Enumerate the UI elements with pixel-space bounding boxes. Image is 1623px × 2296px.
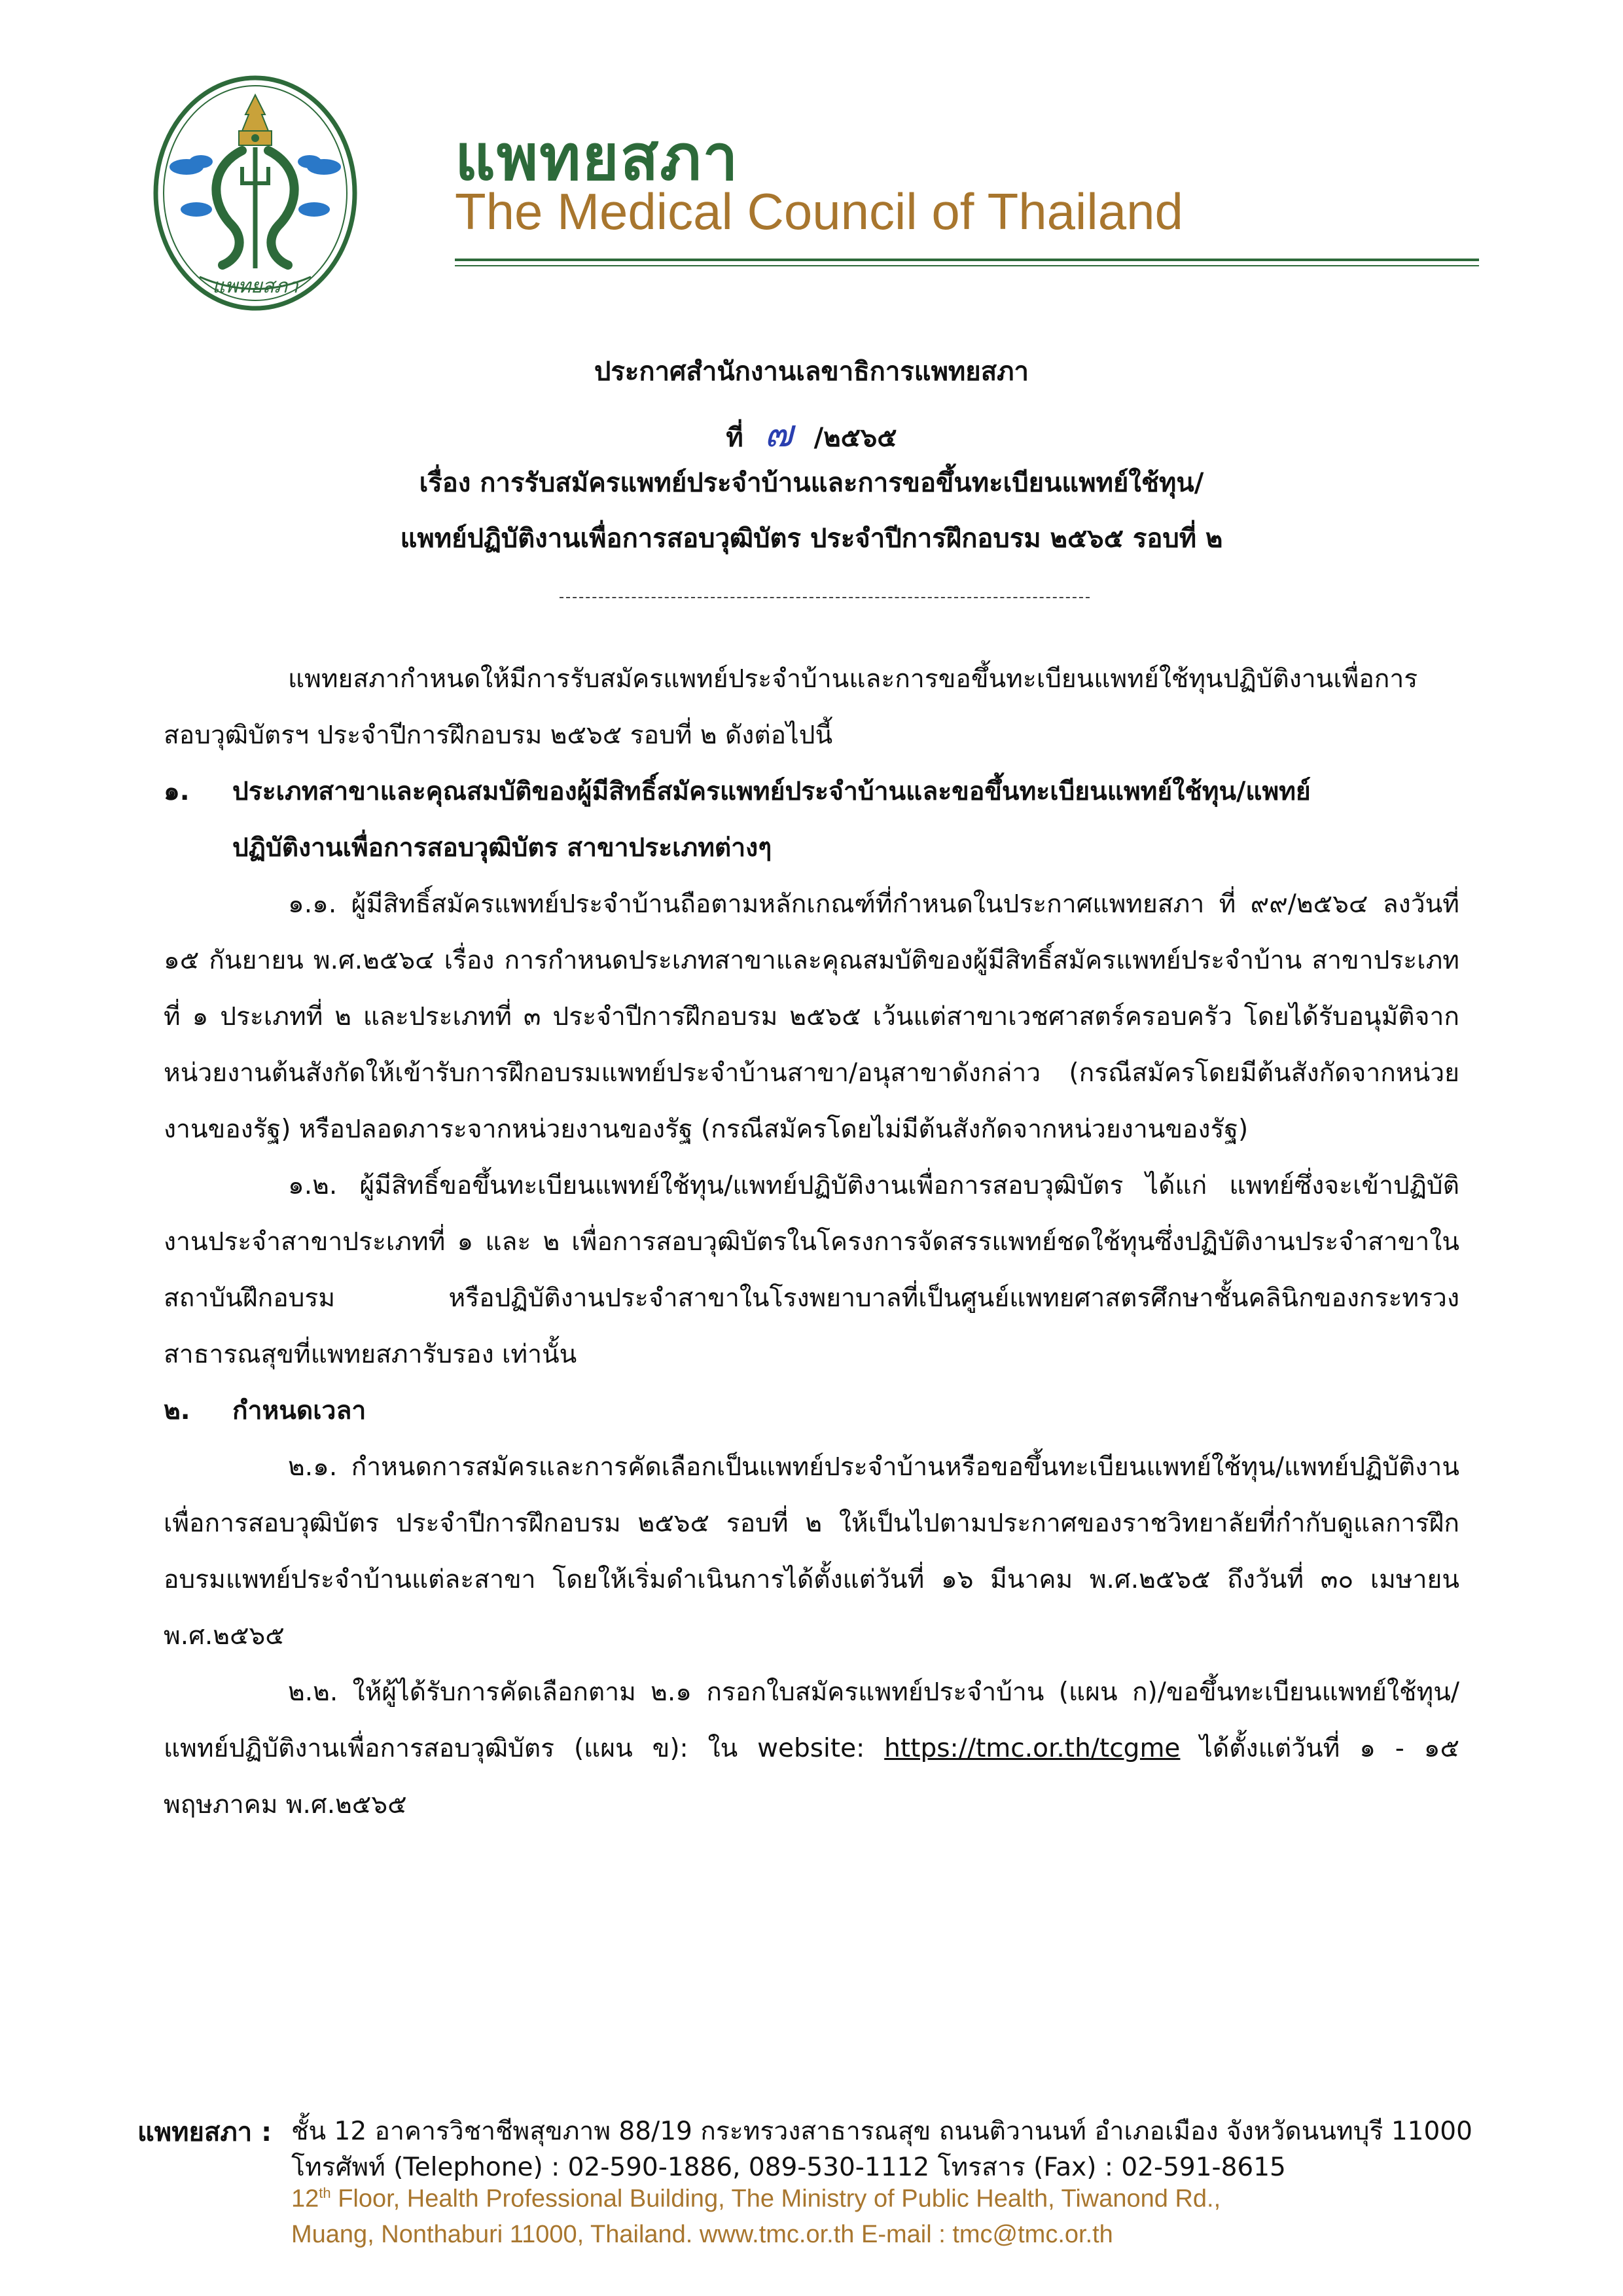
title-divider (560, 597, 1090, 598)
section-2-title: กำหนดเวลา (232, 1396, 366, 1426)
clause-1-1: ๑.๑. ผู้มีสิทธิ์สมัครแพทย์ประจำบ้านถือตามหลักเกณฑ์ที่กำหนดในประกาศแพทยสภา ที่ ๙๙/๒๕๖๔ ลงวันที่ ๑๕ กันยายน พ.ศ.๒๕๖๔ เรื่อง การกำหนดประเภทสาขาและคุณสมบัติของผู้มีสิทธิ์สมัครแพทย์ประจำบ้าน สาขาประเภทที่ ๑ ประเภทที่ ๒ และประเภทที่ ๓ ประจำปีการฝึกอบรม ๒๕๖๕ เว้นแต่สาขาเวชศาสตร์ครอบครัว โดยได้รับอนุมัติจากหน่วยงานต้นสังกัดให้เข้ารับการฝึกอบรมแพทย์ประจำบ้านสาขา/อนุสาขาดังกล่าว (กรณีสมัครโดยมีต้นสังกัดจากหน่วยงานของรัฐ) หรือปลอดภาระจากหน่วยงานของรัฐ (กรณีสมัครโดยไม่มีต้นสังกัดจากหน่วยงานของรัฐ) (164, 889, 1459, 1144)
footer-address-thai: ชั้น 12 อาคารวิชาชีพสุขภาพ 88/19 กระทรวงสาธารณสุข ถนนติวานนท์ อำเภอเมือง จังหวัดนนทบุรี 11000 (291, 2117, 1472, 2146)
section-1-number: ๑. (164, 777, 190, 806)
number-prefix: ที่ (726, 423, 743, 453)
header-rule (455, 259, 1479, 261)
org-name-thai: แพทยสภา (455, 121, 740, 194)
footer-label: แพทยสภา : (137, 2117, 272, 2147)
clause-1-2: ๑.๒. ผู้มีสิทธิ์ขอขึ้นทะเบียนแพทย์ใช้ทุน/แพทย์ปฏิบัติงานเพื่อการสอบวุฒิบัตร ได้แก่ แพทย์ซึ่งจะเข้าปฏิบัติงานประจำสาขาประเภทที่ ๑ และ ๒ เพื่อการสอบวุฒิบัตรในโครงการจัดสรรแพทย์ชดใช้ทุนซึ่งปฏิบัติงานประจำสาขาในสถาบันฝึกอบรม หรือปฏิบัติงานประจำสาขาในโรงพยาบาลที่เป็นศูนย์แพทยศาสตรศึกษาชั้นคลินิกของกระทรวงสาธารณสุขที่แพทยสภารับรอง เท่านั้น (164, 1171, 1459, 1369)
footer-floor-suffix: th (319, 2185, 331, 2201)
clause-2-2 (164, 1664, 1459, 1833)
clause-2-1: ๒.๑. กำหนดการสมัครและการคัดเลือกเป็นแพทย์ประจำบ้านหรือขอขึ้นทะเบียนแพทย์ใช้ทุน/แพทย์ปฏิบัติงานเพื่อการสอบวุฒิบัตร ประจำปีการฝึกอบรม ๒๕๖๕ รอบที่ ๒ ให้เป็นไปตามประกาศของราชวิทยาลัยที่กำกับดูแลการฝึกอบรมแพทย์ประจำบ้านแต่ละสาขา โดยให้เริ่มดำเนินการได้ตั้งแต่วันที่ ๑๖ มีนาคม พ.ศ.๒๕๖๕ ถึงวันที่ ๓๐ เมษายน พ.ศ.๒๕๖๕ (164, 1452, 1459, 1651)
clause-2-2-text: ๒.๒. ให้ผู้ได้รับการคัดเลือกตาม ๒.๑ กรอกใบสมัครแพทย์ประจำบ้าน (แผน ก)/ขอขึ้นทะเบียนแพทย์ใช้ทุน/แพทย์ปฏิบัติงานเพื่อการสอบวุฒิบัตร (แผน ข): ใน website: (164, 1677, 1459, 1763)
section-2-number: ๒. (164, 1396, 190, 1426)
website-link[interactable]: https://tmc.or.th/tcgme (884, 1734, 1181, 1763)
footer-address-english (291, 2185, 1221, 2214)
footer-contact-english: Muang, Nonthaburi 11000, Thailand. www.tmc.or.th E-mail : tmc@tmc.or.th (291, 2221, 1113, 2248)
announcement-title: ประกาศสำนักงานเลขาธิการแพทยสภา (594, 357, 1029, 387)
section-1-title-cont: ปฏิบัติงานเพื่อการสอบวุฒิบัตร สาขาประเภทต่างๆ (232, 833, 772, 863)
footer-floor-number: 12 (291, 2185, 319, 2213)
intro-paragraph: แพทยสภากำหนดให้มีการรับสมัครแพทย์ประจำบ้านและการขอขึ้นทะเบียนแพทย์ใช้ทุนปฏิบัติงานเพื่อการสอบวุฒิบัตรฯ ประจำปีการฝึกอบรม ๒๕๖๕ รอบที่ ๒ ดังต่อไปนี้ (164, 664, 1418, 750)
subject-line-2: แพทย์ปฏิบัติงานเพื่อการสอบวุฒิบัตร ประจำปีการฝึกอบรม ๒๕๖๕ รอบที่ ๒ (400, 524, 1223, 554)
number-year: /๒๕๖๕ (813, 423, 897, 453)
header-rule-thin (455, 265, 1479, 266)
section-1-title: ประเภทสาขาและคุณสมบัติของผู้มีสิทธิ์สมัครแพทย์ประจำบ้านและขอขึ้นทะเบียนแพทย์ใช้ทุน/แพทย์ (232, 777, 1311, 806)
subject-line-1: เรื่อง การรับสมัครแพทย์ประจำบ้านและการขอขึ้นทะเบียนแพทย์ใช้ทุน/ (419, 468, 1204, 498)
medical-council-seal-icon (147, 69, 363, 317)
document-body (164, 651, 1459, 1833)
section-1-heading (164, 764, 1459, 820)
handwritten-number: ๗ (764, 411, 793, 456)
announcement-number (0, 403, 1623, 463)
logo-text: แพทยสภา (212, 275, 298, 298)
footer-phone-thai: โทรศัพท์ (Telephone) : 02-590-1886, 089-530-1112 โทรสาร (Fax) : 02-591-8615 (291, 2153, 1286, 2182)
org-name-english: The Medical Council of Thailand (455, 183, 1183, 240)
clause-2-2-text-end: ได้ตั้งแต่วันที่ ๑ - ๑๕ พฤษภาคม พ.ศ.๒๕๖๕ (164, 1734, 1459, 1820)
section-2-heading (164, 1383, 1459, 1439)
footer-address-line: Floor, Health Professional Building, The Ministry of Public Health, Tiwanond Rd., (330, 2185, 1221, 2213)
